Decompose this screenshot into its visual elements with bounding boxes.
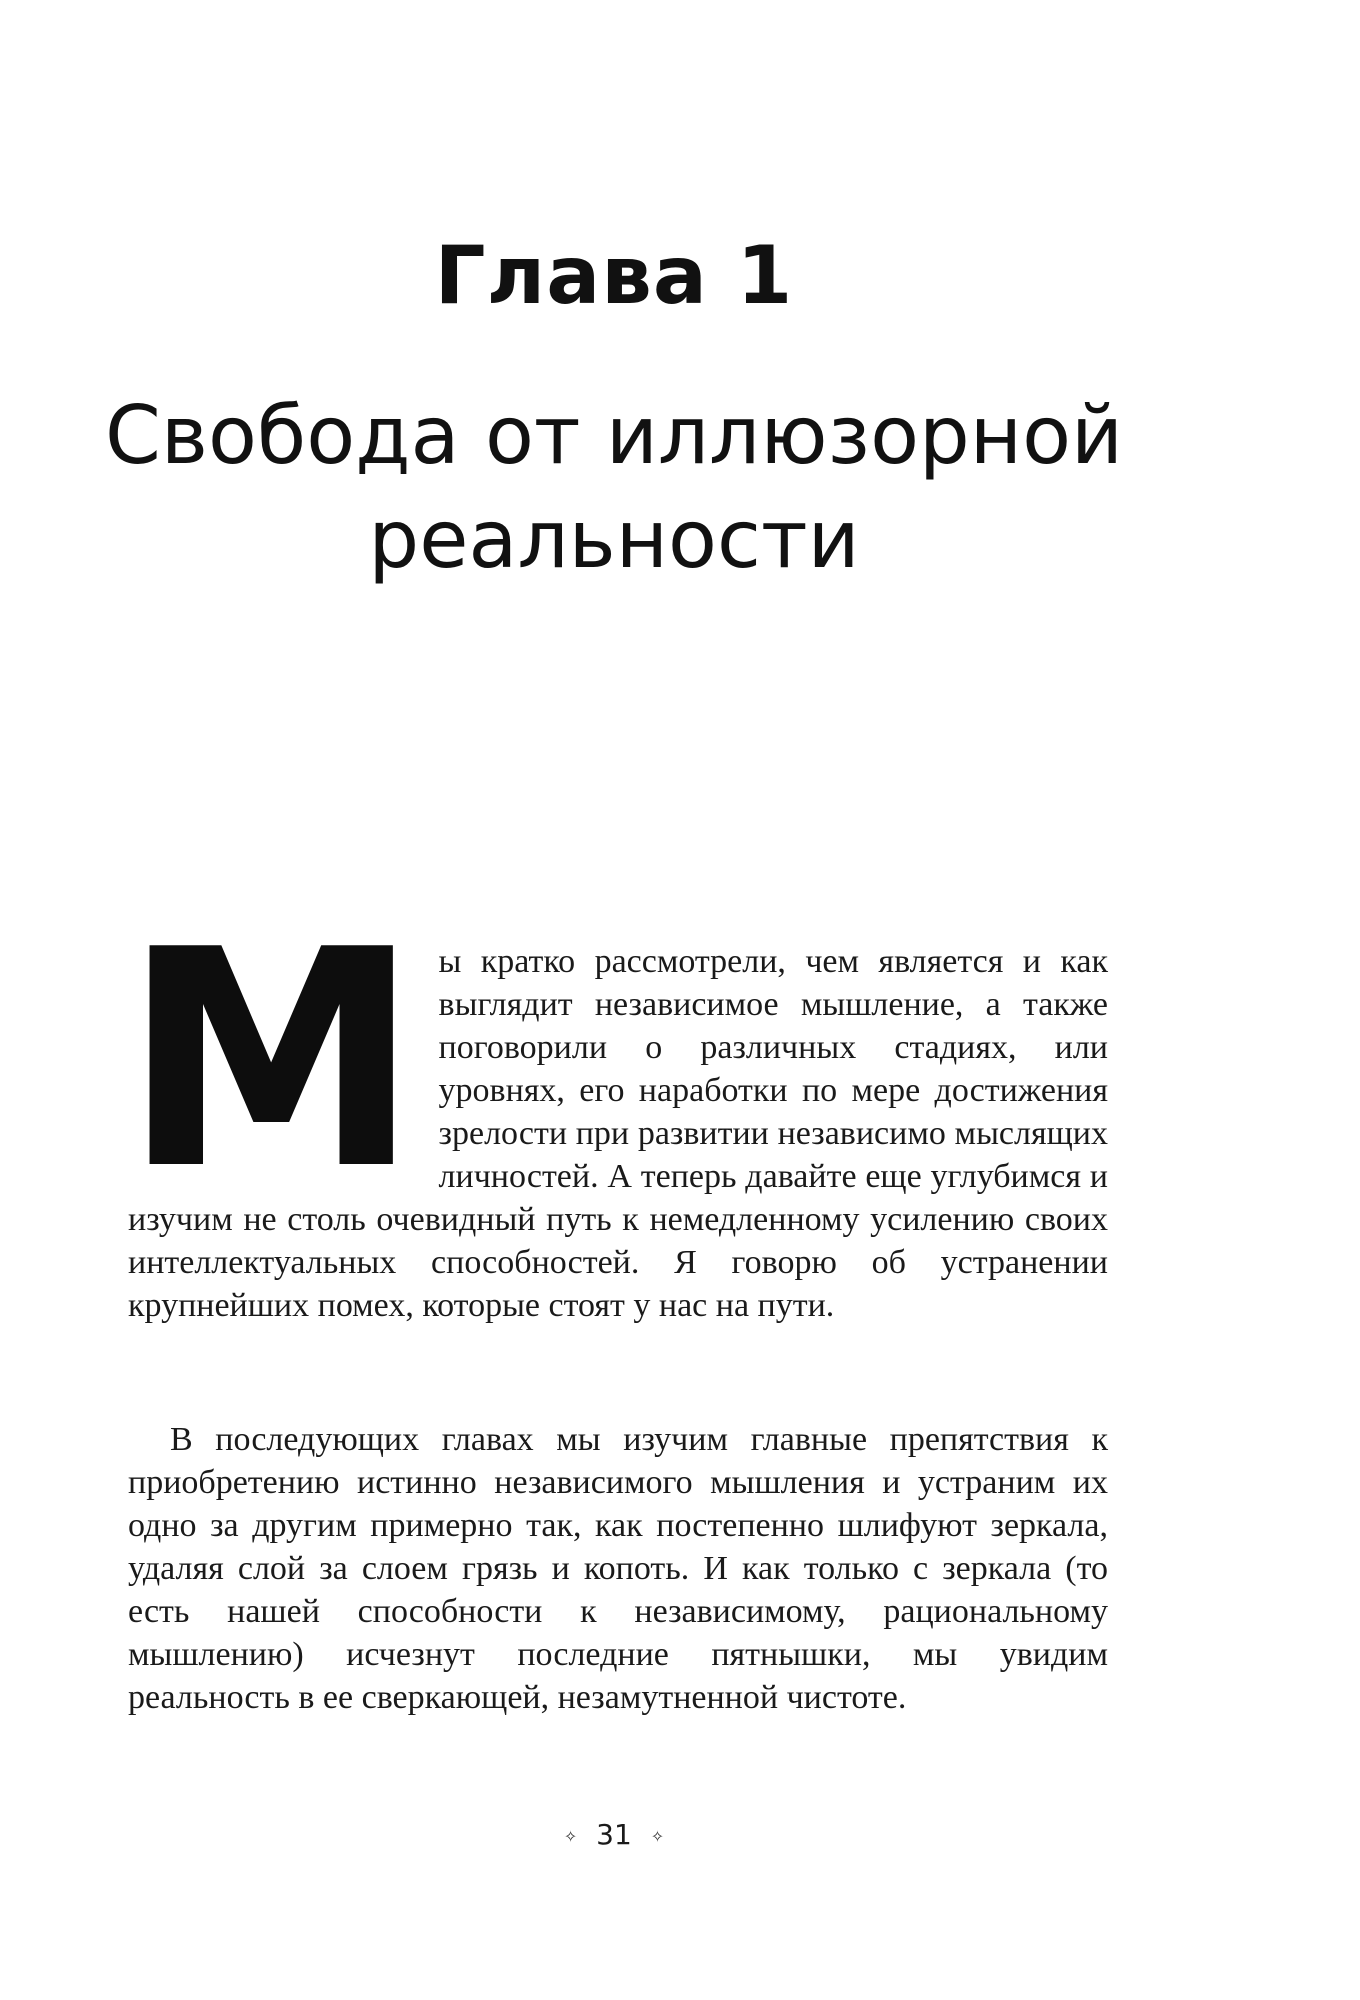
drop-cap: М	[122, 886, 421, 1235]
ornament-left-icon: ✧	[563, 1826, 578, 1846]
paragraph-second: В последующих главах мы изучим главные препятствия к приобретению истинно независимого мышления и устраним их одно за другим примерно так, как постепенно шлифуют зеркала, удаляя слой за слоем грязь и копоть. И как только с зеркала (то есть нашей способности к независимому, рациональному мышлению) исчезнут последние пятнышки, мы увидим реальность в ее сверкающей, незамутненной чистоте.	[128, 1421, 1108, 1716]
page-footer	[0, 1818, 1228, 1851]
paragraph-first-text: ы кратко рассмотрели, чем является и как выглядит независимое мышление, а также поговорили о различных стадиях, или уровнях, его наработки по мере достижения зрелости при развитии независимо мыслящих личностей. А теперь давайте еще углубимся и изучим не столь очевидный путь к немедленному усилению своих интеллектуальных способностей. Я говорю об устранении крупнейших помех, которые стоят у нас на пути.	[128, 943, 1108, 1324]
chapter-title: Свобода от иллюзорной реальности	[104, 389, 1124, 586]
page-number: 31	[596, 1818, 632, 1851]
chapter-label: Глава 1	[434, 229, 794, 322]
ornament-right-icon: ✧	[650, 1826, 665, 1846]
paragraph-first	[122, 886, 1108, 1327]
